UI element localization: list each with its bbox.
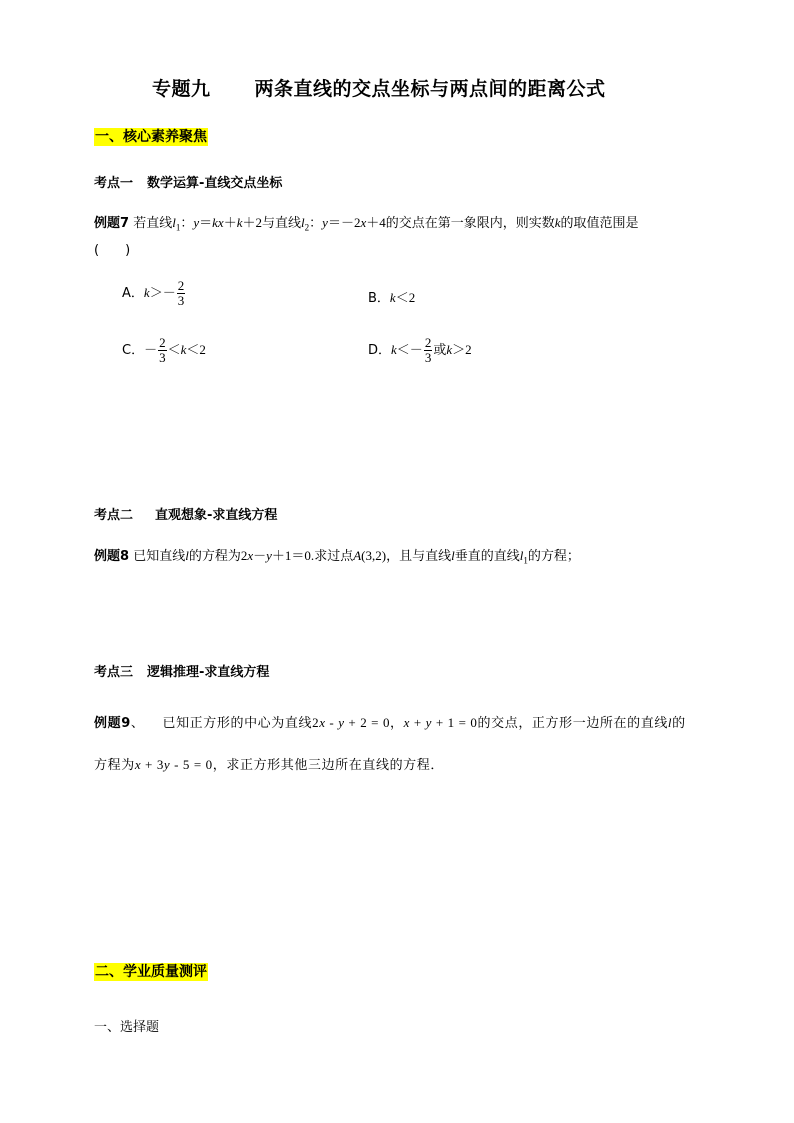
section2-heading	[94, 961, 208, 981]
ex8-eq-2: 2	[240, 548, 248, 563]
ex7-text2: 与直线	[262, 216, 302, 231]
ex8-text1: 已知直线	[133, 549, 186, 564]
ex9-e3-rest: - 5 = 0	[170, 757, 213, 772]
ex8-eq-minus: －	[253, 548, 267, 563]
option-d-den: 3	[424, 350, 432, 365]
ex9-e3-x: x	[134, 757, 142, 772]
option-c-pre: －	[144, 342, 158, 357]
ex8-label: 例题8	[94, 549, 130, 564]
ex7-colon2: ：	[309, 216, 323, 231]
ex9-e2-plus: +	[410, 715, 426, 730]
ex7-eq1-y: y	[193, 215, 200, 230]
kp2-num: 考点二	[94, 508, 134, 523]
ex8-eq-y: y	[266, 548, 272, 563]
option-c-rel: ＜2	[186, 342, 206, 357]
multiple-choice-heading: 一、选择题	[94, 1020, 160, 1035]
option-c-label: C．	[122, 343, 145, 358]
ex9-l: l	[667, 715, 673, 730]
ex7-eq1-plus2: ＋2	[242, 215, 262, 230]
ex9-label: 例题9	[94, 716, 131, 731]
option-c-den: 3	[159, 350, 166, 365]
ex8-l: l	[185, 548, 189, 563]
ex9-sep: 、	[130, 716, 145, 731]
ex9-text1: 已知正方形的中心为直线	[162, 716, 313, 731]
ex9-e1-2: 2	[312, 715, 320, 730]
ex9-e3-plus3: + 3	[141, 757, 164, 772]
ex7-option-d	[368, 336, 472, 365]
example9-question-line1	[94, 712, 686, 731]
section1-label: 一、核心素养聚焦	[95, 129, 207, 145]
ex7-eq1-kx: kx	[212, 215, 224, 230]
ex7-k: k	[554, 215, 561, 230]
ex9-e1-x: x	[319, 715, 326, 730]
option-d-var2: k	[446, 342, 453, 357]
ex7-text1: 若直线	[133, 216, 173, 231]
ex9-text3: 的	[672, 716, 686, 731]
example8-question	[94, 545, 580, 566]
ex7-eq1-eq: ＝	[199, 215, 213, 230]
ex8-text6: 的方程；	[527, 549, 580, 564]
ex8-text3: 求过点	[314, 549, 354, 564]
ex7-label: 例题7	[94, 216, 130, 231]
title-part1: 专题九	[152, 78, 211, 100]
option-d-rel: ＜－	[396, 342, 423, 357]
kp1-num: 考点一	[94, 176, 134, 191]
ex7-l1: l	[172, 215, 176, 230]
option-c-var: k	[180, 342, 187, 357]
ex7-eq2-x: x	[360, 215, 367, 230]
option-d-label: D．	[368, 343, 392, 358]
keypoint1-heading	[94, 172, 282, 191]
ex7-option-b	[368, 287, 415, 306]
ex7-colon1: ：	[180, 216, 194, 231]
ex8-text2: 的方程为	[188, 549, 241, 564]
ex7-text3: 的交点在第一象限内，则实数	[385, 216, 555, 231]
ex8-eq-rest: ＋1＝0.	[271, 548, 315, 563]
ex9-text4: 方程为	[94, 758, 135, 773]
ex7-l2-sub: 2	[304, 222, 310, 233]
option-a-num: 2	[177, 278, 185, 293]
ex9-e1-y: y	[338, 715, 345, 730]
option-c-num: 2	[159, 335, 166, 350]
option-d-or: 或	[433, 343, 447, 358]
section2-label: 二、学业质量测评	[95, 964, 207, 980]
page-title	[152, 74, 606, 101]
ex7-answer-paren: ( )	[94, 243, 131, 258]
ex7-eq1-k: k	[236, 215, 243, 230]
option-d-var: k	[391, 342, 397, 357]
ex9-comma: ，	[390, 716, 404, 731]
ex7-eq2-plus4: ＋4	[366, 215, 386, 230]
ex9-text5: ，求正方形其他三边所在直线的方程．	[212, 758, 444, 773]
option-c-fraction	[158, 336, 167, 365]
option-a-den: 3	[177, 293, 185, 308]
option-d-rel2: ＞2	[452, 342, 472, 357]
option-d-num: 2	[424, 335, 432, 350]
ex8-l1-sub: 1	[523, 555, 528, 566]
ex9-e3-y: y	[163, 757, 171, 772]
option-c-lt: ＜	[167, 342, 181, 357]
keypoint2-heading	[94, 504, 277, 523]
title-part2: 两条直线的交点坐标与两点间的距离公式	[254, 78, 606, 100]
section1-heading	[94, 126, 208, 146]
option-a-var: k	[143, 285, 150, 300]
ex7-l1-sub: 1	[175, 222, 181, 233]
ex9-e1-minus: -	[325, 715, 339, 730]
ex7-text4: 的取值范围是	[560, 216, 639, 231]
ex8-text5: 垂直的直线	[454, 549, 520, 564]
option-a-rel: ＞－	[149, 285, 176, 300]
option-b-rel: ＜2	[395, 290, 416, 305]
ex7-eq1-plus: ＋	[223, 215, 237, 230]
option-b-label: B．	[368, 291, 390, 306]
ex9-e2-rest: + 1 = 0	[432, 715, 478, 730]
ex7-l2: l	[301, 215, 305, 230]
kp2-topic: 直观想象-求直线方程	[155, 508, 278, 523]
ex8-text4: ，且与直线	[386, 549, 452, 564]
example7-question	[94, 212, 639, 233]
ex9-text2: 的交点，正方形一边所在的直线	[477, 716, 668, 731]
ex7-option-a	[122, 279, 186, 308]
ex9-e1-rest: + 2 = 0	[344, 715, 391, 730]
ex7-option-c	[122, 336, 206, 365]
option-b-var: k	[389, 290, 396, 305]
ex8-point-a: A	[353, 548, 362, 563]
ex7-eq2-y: y	[322, 215, 328, 230]
kp3-num: 考点三	[94, 665, 134, 680]
ex8-l2: l	[451, 548, 455, 563]
example9-question-line2	[94, 754, 444, 773]
keypoint3-heading	[94, 661, 269, 680]
option-a-label: A．	[122, 286, 144, 301]
ex8-eq-x: x	[247, 548, 254, 563]
ex7-eq2-rhs1: ＝－2	[327, 215, 361, 230]
kp3-topic: 逻辑推理-求直线方程	[147, 665, 270, 680]
option-a-fraction	[177, 279, 186, 308]
kp1-topic: 数学运算-直线交点坐标	[147, 176, 283, 191]
ex9-e2-x: x	[403, 715, 411, 730]
ex8-point-coord: (3,2)	[361, 548, 387, 563]
ex8-l1: l	[519, 548, 524, 563]
option-d-fraction	[424, 336, 433, 365]
ex9-e2-y: y	[425, 715, 433, 730]
